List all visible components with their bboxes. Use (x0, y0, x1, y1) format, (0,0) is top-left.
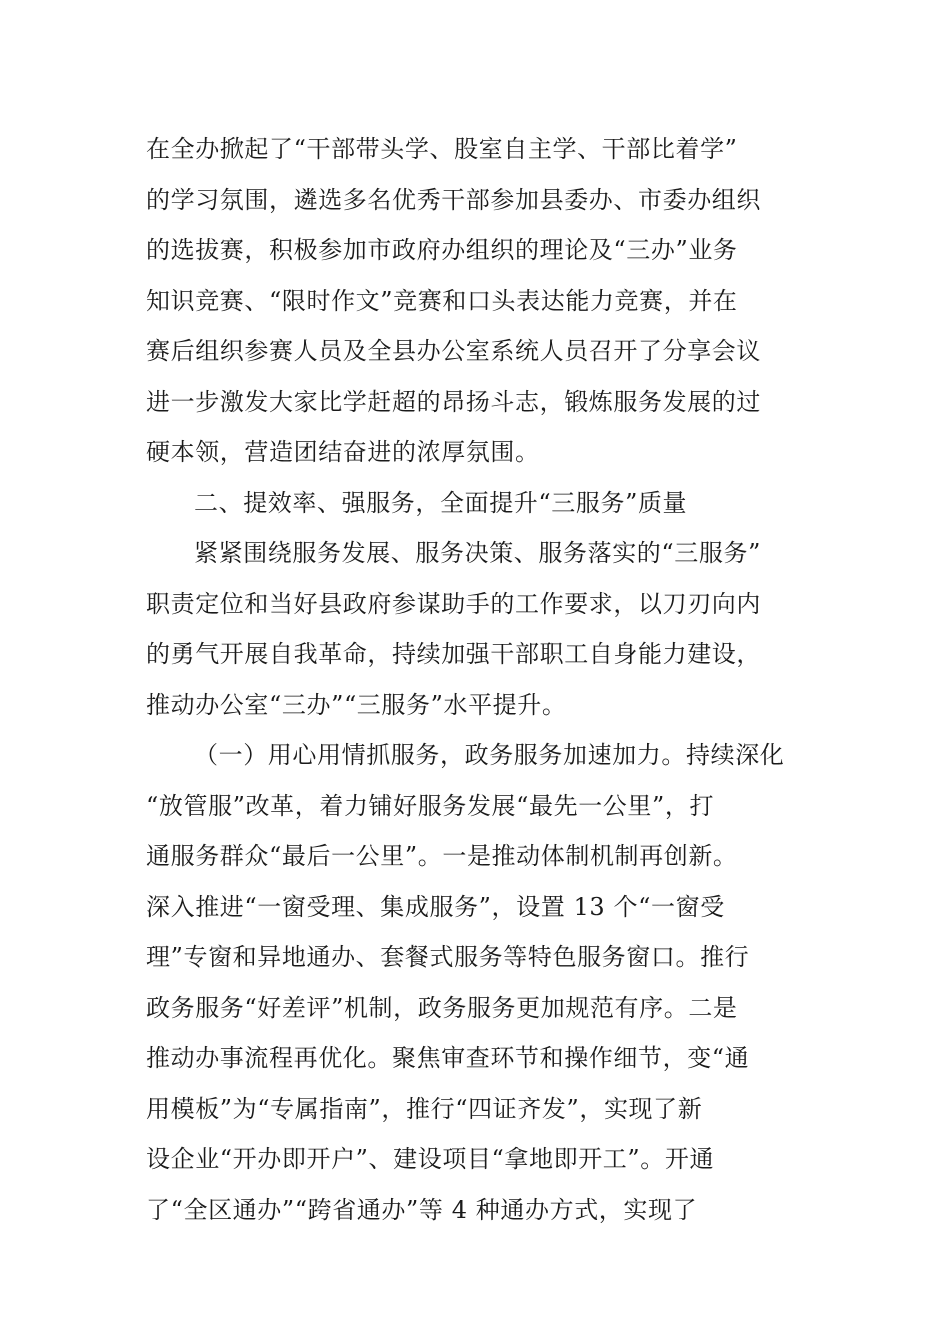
text-line: 的勇气开展自我革命，持续加强干部职工自身能力建设， (146, 640, 761, 668)
text-line: 职责定位和当好县政府参谋助手的工作要求，以刀刃向内 (146, 589, 761, 618)
text-line: 推动办公室“三办”“三服务”水平提升。 (146, 690, 567, 719)
text-line: 在全办掀起了“干部带头学、股室自主学、干部比着学” (146, 135, 738, 163)
text-line: 推动办事流程再优化。聚焦审查环节和操作细节，变“通 (146, 1044, 750, 1072)
subsection-start-line: （一）用心用情抓服务，政务服务加速加力。持续深化 (194, 741, 785, 769)
text-line: 知识竞赛、“限时作文”竞赛和口头表达能力竞赛，并在 (146, 286, 738, 315)
text-line: 硬本领，营造团结奋进的浓厚氛围。 (146, 438, 540, 466)
text-line: 用模板”为“专属指南”，推行“四证齐发”，实现了新 (146, 1094, 703, 1123)
text-line: 深入推进“一窗受理、集成服务”，设置 13 个“一窗受 (146, 892, 725, 921)
text-line: 的学习氛围，遴选多名优秀干部参加县委办、市委办组织 (146, 185, 761, 214)
text-line: 进一步激发大家比学赶超的昂扬斗志，锻炼服务发展的过 (146, 387, 761, 416)
body-text (146, 124, 811, 1235)
text-line: 的选拔赛，积极参加市政府办组织的理论及“三办”业务 (146, 236, 738, 264)
text-line: 通服务群众“最后一公里”。一是推动体制机制再创新。 (146, 842, 738, 870)
text-line: “放管服”改革，着力铺好服务发展“最先一公里”，打 (146, 791, 715, 820)
text-line: 紧紧围绕服务发展、服务决策、服务落实的“三服务” (194, 539, 761, 567)
text-line: 赛后组织参赛人员及全县办公室系统人员召开了分享会议 (146, 337, 761, 365)
text-line: 了“全区通办”“跨省通办”等 4 种通办方式，实现了 (146, 1195, 698, 1224)
text-line: 设企业“开办即开户”、建设项目“拿地即开工”。开通 (146, 1145, 715, 1173)
text-line: 政务服务“好差评”机制，政务服务更加规范有序。二是 (146, 993, 738, 1022)
text-line: 理”专窗和异地通办、套餐式服务等特色服务窗口。推行 (146, 943, 750, 971)
section-heading: 二、提效率、强服务，全面提升“三服务”质量 (194, 488, 688, 517)
